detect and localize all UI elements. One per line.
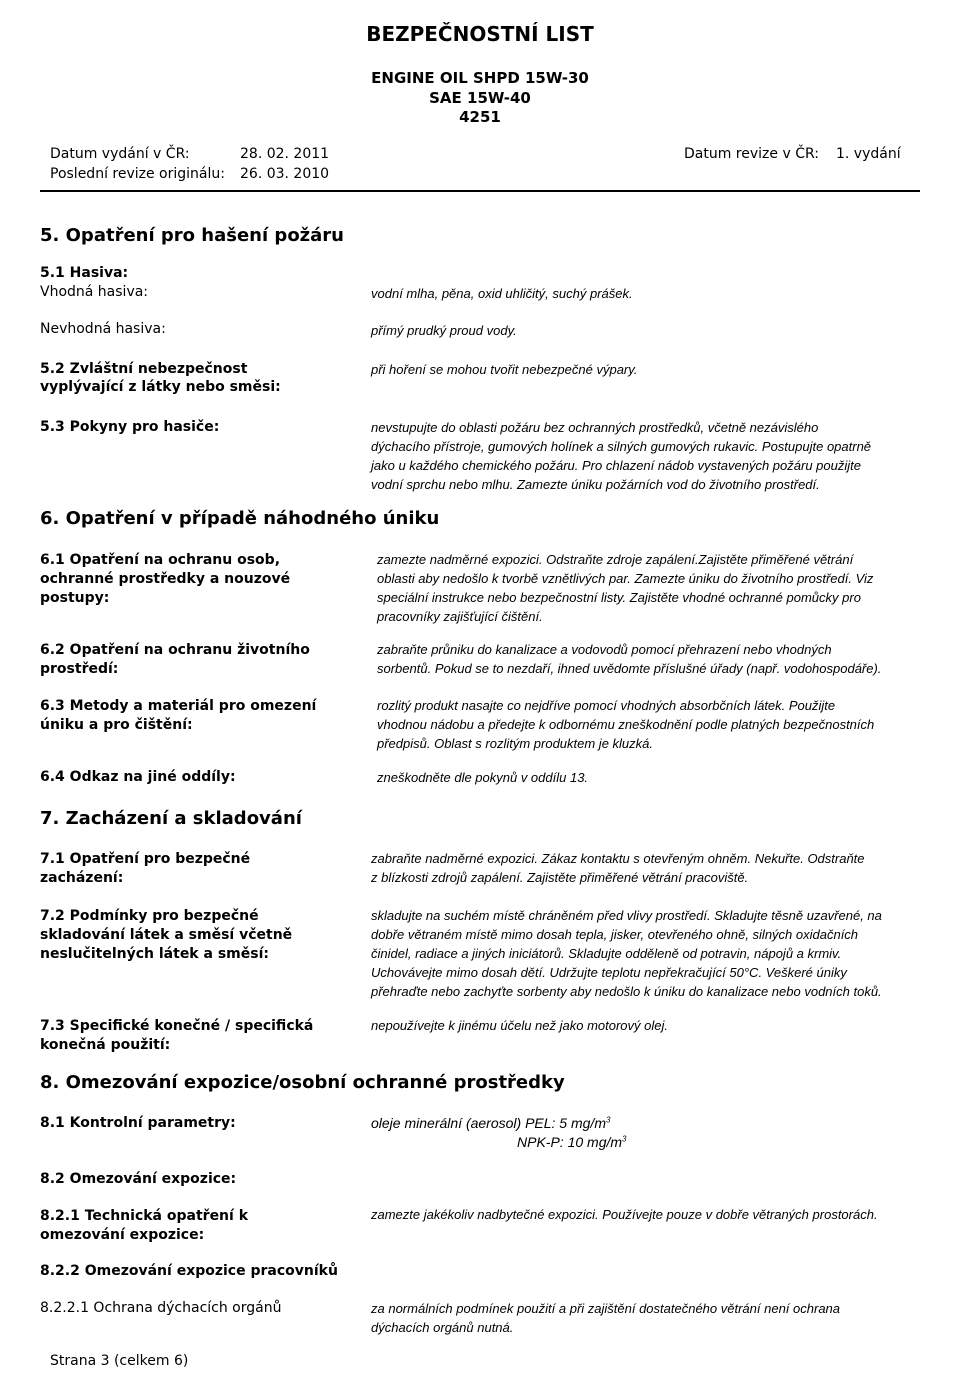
section-6-3-text: [377, 696, 874, 753]
control-parameters-line2: [517, 1134, 626, 1150]
section-7-2-text: [371, 906, 882, 1001]
text-line: činidel, radiace a jiných iniciátorů. Skladujte odděleně od potravin, nápojů a krmiv.: [371, 946, 842, 961]
unit-exponent: 3: [606, 1115, 611, 1125]
text-line: předpisů. Oblast s rozlitým produktem je kluzká.: [377, 736, 653, 751]
text-line: zamezte nadměrné expozici. Odstraňte zdroje zapálení.Zajistěte přiměřené větrání: [377, 552, 854, 567]
heading-line: postupy:: [40, 590, 110, 606]
text-line: vhodnou nádobu a předejte k odbornému zneškodnění podle platných bezpečnostních: [377, 717, 875, 732]
product-grade: SAE 15W-40: [429, 89, 531, 107]
text-line: dobře větraném místě mimo dosah tepla, jisker, otevřeného ohně, silných oxidačních: [371, 927, 859, 942]
section-6-1-heading: [40, 551, 290, 608]
text-line: za normálních podmínek použití a při zajištění dostatečného větrání není ochrana: [371, 1301, 841, 1316]
section-6-2-text: [377, 640, 881, 678]
unit-exponent: 3: [622, 1134, 627, 1144]
section-8-2-1-value: zamezte jakékoliv nadbytečné expozici. Používejte pouze v dobře větraných prostorách.: [371, 1207, 878, 1222]
section-6-2-heading: [40, 641, 310, 679]
heading-line: 7.2 Podmínky pro bezpečné: [40, 908, 259, 924]
issue-date-label: Datum vydání v ČR:: [50, 146, 190, 162]
heading-line: 6.2 Opatření na ochranu životního: [40, 642, 310, 658]
header-divider: [40, 190, 920, 192]
text-line: zabraňte průniku do kanalizace a vodovodů pomocí přehrazení nebo vhodných: [377, 642, 832, 657]
section-6-1-text: [377, 550, 873, 626]
section-8-2-1-heading: [40, 1207, 248, 1245]
issue-date: 28. 02. 2011: [240, 146, 330, 162]
heading-line: 6.3 Metody a materiál pro omezení: [40, 698, 317, 714]
page-number: Strana 3 (celkem 6): [50, 1353, 189, 1369]
section-7-1-heading: [40, 850, 250, 888]
unsuitable-agents-value: přímý prudký proud vody.: [371, 323, 517, 338]
revision-value: 1. vydání: [836, 146, 901, 162]
text-line: dýchacího přístroje, gumových holínek a silných gumových rukavic. Postupujte opatrně: [371, 439, 872, 454]
section-7-3-heading: [40, 1017, 313, 1055]
section-5-2-value: při hoření se mohou tvořit nebezpečné výpary.: [371, 362, 638, 377]
section-7-3-value: nepoužívejte k jinému účelu než jako motorový olej.: [371, 1018, 668, 1033]
heading-line: neslučitelných látek a směsí:: [40, 946, 269, 962]
revision-label: Datum revize v ČR:: [684, 146, 819, 162]
section-7-heading: 7. Zacházení a skladování: [40, 808, 302, 829]
heading-line: 8.2.1 Technická opatření k: [40, 1208, 249, 1224]
product-name: ENGINE OIL SHPD 15W-30: [371, 69, 589, 87]
text-line: pracovníky zajišťující čištění.: [377, 609, 543, 624]
heading-line: skladování látek a směsí včetně: [40, 927, 293, 943]
text-line: sorbentů. Pokud se to nezdaří, ihned uvědomte příslušné úřady (např. vodohospodáře).: [377, 661, 882, 676]
control-parameters-text: oleje minerální (aerosol) PEL: 5 mg/m: [371, 1115, 606, 1131]
section-6-4-heading: 6.4 Odkaz na jiné oddíly:: [40, 769, 236, 785]
section-5-3-heading: 5.3 Pokyny pro hasiče:: [40, 419, 220, 435]
text-line: z blízkosti zdrojů zapálení. Zajistěte přiměřené větrání pracoviště.: [371, 870, 749, 885]
text-line: speciální instrukce nebo bezpečnostní listy. Zajistěte vhodné ochranné pomůcky pro: [377, 590, 861, 605]
section-5-heading: 5. Opatření pro hašení požáru: [40, 225, 344, 246]
heading-line: 6.1 Opatření na ochranu osob,: [40, 552, 281, 568]
section-8-1-heading: 8.1 Kontrolní parametry:: [40, 1115, 236, 1131]
section-8-heading: 8. Omezování expozice/osobní ochranné prostředky: [40, 1072, 565, 1093]
text-line: zabraňte nadměrné expozici. Zákaz kontaktu s otevřeným ohněm. Nekuřte. Odstraňte: [371, 851, 865, 866]
heading-line: 7.3 Specifické konečné / specifická: [40, 1018, 314, 1034]
text-line: vodní sprchu nebo mlhu. Zamezte úniku požárních vod do životního prostředí.: [371, 477, 820, 492]
section-6-heading: 6. Opatření v případě náhodného úniku: [40, 508, 440, 529]
section-5-2-heading-line1: 5.2 Zvláštní nebezpečnost: [40, 361, 248, 377]
suitable-agents-value: vodní mlha, pěna, oxid uhličitý, suchý prášek.: [371, 286, 633, 301]
heading-line: prostředí:: [40, 661, 119, 677]
original-revision-date: 26. 03. 2010: [240, 166, 330, 182]
control-parameters-text: NPK-P: 10 mg/m: [517, 1134, 623, 1150]
heading-line: 7.1 Opatření pro bezpečné: [40, 851, 251, 867]
text-line: dýchacích orgánů nutná.: [371, 1320, 514, 1335]
section-5-2-heading-line2: vyplývající z látky nebo směsi:: [40, 379, 281, 395]
section-7-2-heading: [40, 907, 292, 964]
text-line: nevstupujte do oblasti požáru bez ochranných prostředků, včetně nezávislého: [371, 420, 819, 435]
heading-line: úniku a pro čištění:: [40, 717, 193, 733]
text-line: přehraďte nebo zachyťte sorbenty aby nedošlo k úniku do kanalizace nebo vodních toků.: [371, 984, 882, 999]
section-7-1-text: [371, 849, 865, 887]
section-8-2-2-1-text: [371, 1299, 840, 1337]
text-line: skladujte na suchém místě chráněném před vlivy prostředí. Skladujte těsně uzavřené, na: [371, 908, 882, 923]
unsuitable-agents-label: Nevhodná hasiva:: [40, 321, 166, 337]
heading-line: konečná použití:: [40, 1037, 171, 1053]
section-8-2-2-heading: 8.2.2 Omezování expozice pracovníků: [40, 1263, 338, 1279]
heading-line: ochranné prostředky a nouzové: [40, 571, 291, 587]
section-8-2-2-1-heading: 8.2.2.1 Ochrana dýchacích orgánů: [40, 1300, 282, 1316]
original-revision-label: Poslední revize originálu:: [50, 166, 225, 182]
text-line: Uchovávejte mimo dosah dětí. Udržujte teplotu nepřekračující 50°C. Veškeré úniky: [371, 965, 847, 980]
section-5-1-heading: 5.1 Hasiva:: [40, 265, 129, 281]
product-code: 4251: [459, 108, 501, 126]
section-6-3-heading: [40, 697, 316, 735]
heading-line: zacházení:: [40, 870, 124, 886]
control-parameters-line1: [371, 1115, 610, 1131]
section-6-4-value: zneškodněte dle pokynů v oddílu 13.: [377, 770, 589, 785]
document-title: BEZPEČNOSTNÍ LIST: [366, 22, 594, 46]
section-5-3-text: [371, 418, 871, 494]
section-8-2-heading: 8.2 Omezování expozice:: [40, 1171, 237, 1187]
text-line: rozlitý produkt nasajte co nejdříve pomocí vhodných absorbčních látek. Použijte: [377, 698, 836, 713]
heading-line: omezování expozice:: [40, 1227, 205, 1243]
text-line: oblasti aby nedošlo k tvorbě vznětlivých par. Zamezte úniku do životního prostředí. Viz: [377, 571, 874, 586]
suitable-agents-label: Vhodná hasiva:: [40, 284, 149, 300]
text-line: jako u každého chemického požáru. Pro chlazení nádob vystavených požáru použijte: [371, 458, 861, 473]
